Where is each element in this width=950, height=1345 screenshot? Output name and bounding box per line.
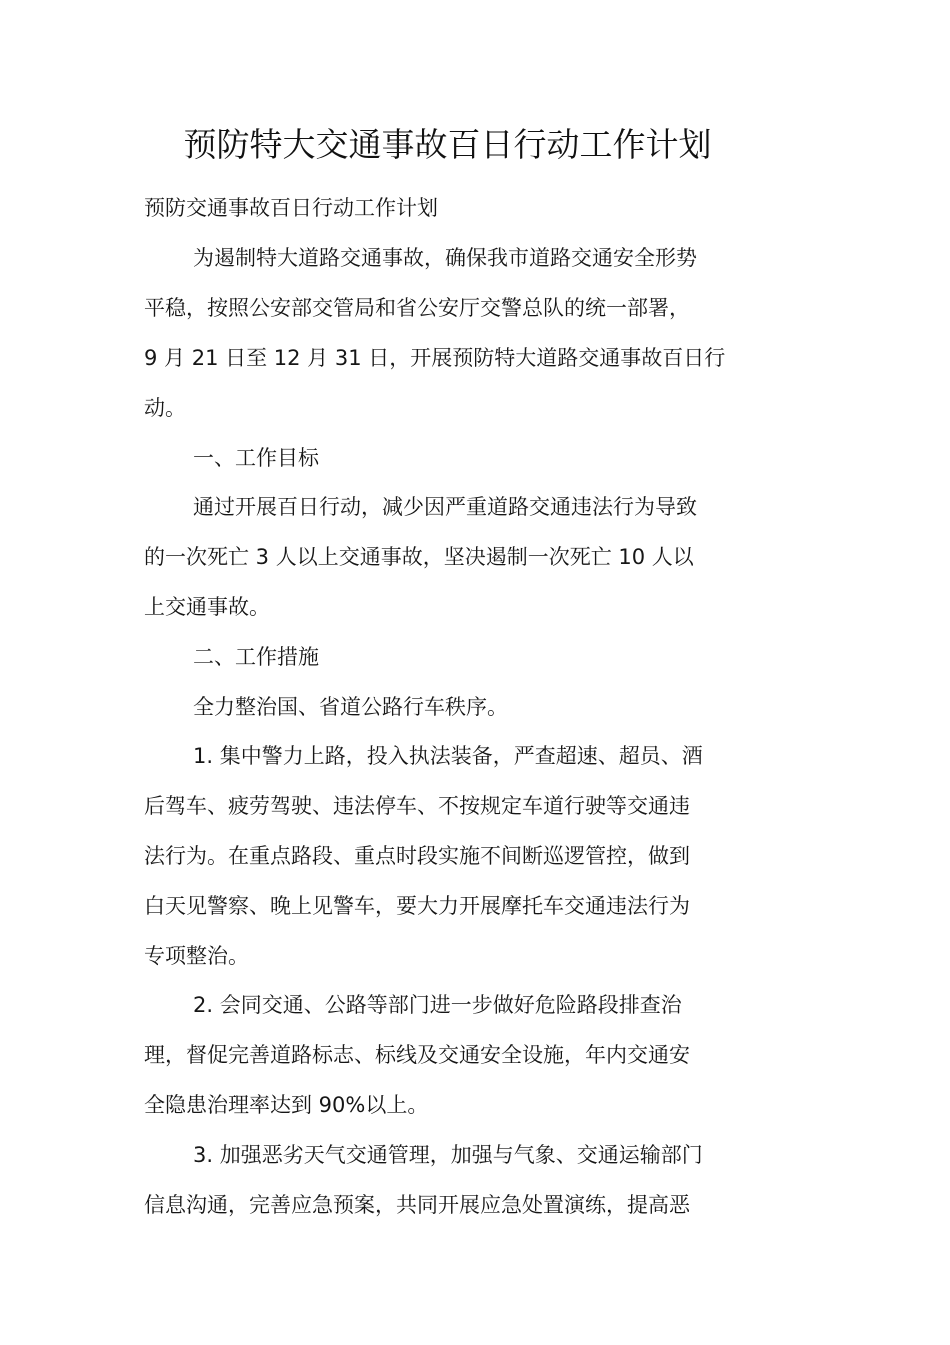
paragraph-line: 全力整治国、省道公路行车秩序。 [193,695,508,719]
paragraph-line: 理，督促完善道路标志、标线及交通安全设施，年内交通安 [144,1043,690,1067]
document-title: 预防特大交通事故百日行动工作计划 [183,125,712,164]
paragraph-line: 专项整治。 [144,944,249,968]
paragraph-line: 通过开展百日行动，减少因严重道路交通违法行为导致 [193,495,697,519]
paragraph-line: 为遏制特大道路交通事故，确保我市道路交通安全形势 [193,246,697,270]
paragraph-line: 9 月 21 日至 12 月 31 日，开展预防特大道路交通事故百日行 [144,346,726,370]
paragraph-line: 3. 加强恶劣天气交通管理，加强与气象、交通运输部门 [193,1143,703,1167]
paragraph-line: 平稳，按照公安部交管局和省公安厅交警总队的统一部署， [144,296,690,320]
paragraph-line: 动。 [144,396,186,420]
paragraph-line: 的一次死亡 3 人以上交通事故，坚决遏制一次死亡 10 人以 [144,545,694,569]
paragraph-line: 2. 会同交通、公路等部门进一步做好危险路段排查治 [193,993,682,1017]
paragraph-line: 信息沟通，完善应急预案，共同开展应急处置演练，提高恶 [144,1193,690,1217]
section-heading: 二、工作措施 [193,645,319,669]
paragraph-line: 白天见警察、晚上见警车，要大力开展摩托车交通违法行为 [144,894,690,918]
paragraph-line: 全隐患治理率达到 90%以上。 [144,1093,429,1117]
paragraph-line: 上交通事故。 [144,595,270,619]
paragraph-line: 法行为。在重点路段、重点时段实施不间断巡逻管控，做到 [144,844,690,868]
paragraph-line: 1. 集中警力上路，投入执法装备，严查超速、超员、酒 [193,744,703,768]
document-subtitle: 预防交通事故百日行动工作计划 [144,196,438,220]
section-heading: 一、工作目标 [193,446,319,470]
paragraph-line: 后驾车、疲劳驾驶、违法停车、不按规定车道行驶等交通违 [144,794,690,818]
